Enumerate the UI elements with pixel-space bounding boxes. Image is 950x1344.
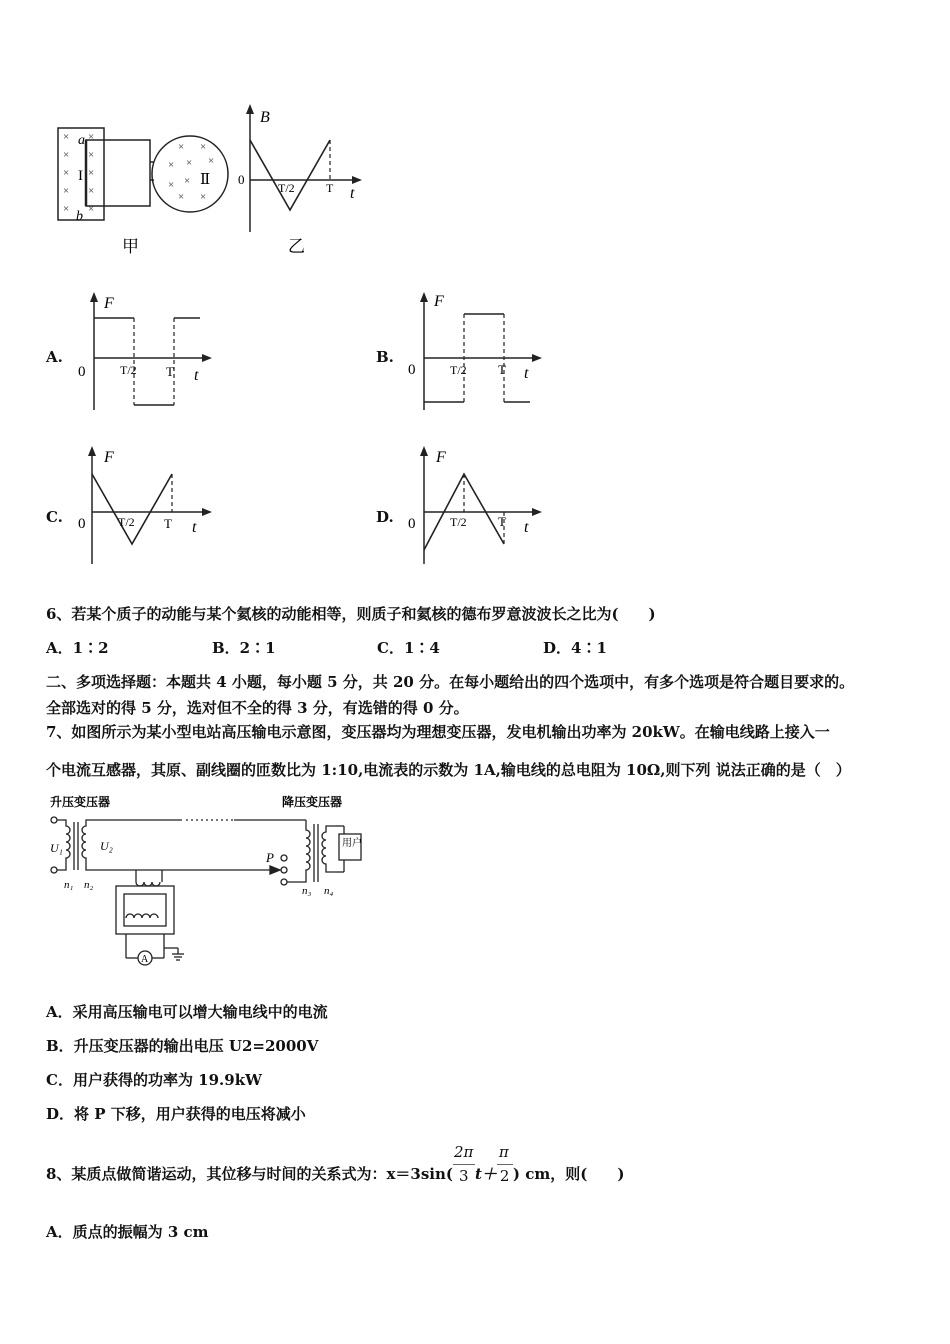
q6-option-D[interactable]: D．4∶1 <box>543 639 607 657</box>
svg-text:×: × <box>88 203 95 215</box>
axis-t-label: t <box>524 519 529 536</box>
axis-t-label: t <box>194 367 199 384</box>
coil-a-label: a <box>78 133 85 148</box>
slider-P-label: P <box>266 850 274 865</box>
section2-heading: 二、多项选择题：本题共 4 小题，每小题 5 分，共 20 分。在每小题给出的四个选项中，有多个选项是符合题目要求的。 <box>46 673 855 691</box>
svg-text:×: × <box>63 203 70 215</box>
step-down-label: 降压变压器 <box>282 795 343 809</box>
origin-label: 0 <box>408 516 416 532</box>
q6-option-A[interactable]: A．1∶2 <box>46 639 109 657</box>
q7-stem-line2: 个电流互感器，其原、副线圈的匝数比为 1:10,电流表的示数为 1A,输电线的总电阻为 10Ω,则下列 说法正确的是（ ） <box>46 761 851 779</box>
section2-note: 全部选对的得 5 分，选对但不全的得 3 分，有选错的得 0 分。 <box>46 699 469 717</box>
figure-jia-yi <box>50 100 370 260</box>
svg-text:×: × <box>88 185 95 197</box>
svg-text:×: × <box>168 159 175 171</box>
svg-text:×: × <box>200 141 207 153</box>
current-transformer <box>116 870 184 965</box>
n3-label: n₃ <box>302 885 312 897</box>
axis-t-label: t <box>524 365 529 382</box>
half-period-label: T/2 <box>120 363 137 377</box>
label-yi: 乙 <box>288 237 305 256</box>
origin-label: 0 <box>78 364 86 380</box>
q8-stem-prefix: 8、某质点做简谐运动，其位移与时间的关系式为：x＝3sin( <box>46 1165 453 1183</box>
period-label: T <box>326 181 334 195</box>
period-label: T <box>166 364 174 379</box>
q8-frac2-num: π <box>498 1143 509 1161</box>
step-up-label: 升压变压器 <box>50 795 111 809</box>
graph-option-A[interactable] <box>76 290 216 415</box>
q8-stem-mid: t＋ <box>474 1165 497 1183</box>
option-C-label[interactable]: C. <box>46 508 63 526</box>
q8-frac1-num: 2π <box>453 1143 474 1161</box>
transmission-lines <box>96 820 306 874</box>
q7-stem-line1: 7、如图所示为某小型电站高压输电示意图，变压器均为理想变压器，发电机输出功率为 20kW。在输电线路上接入一 <box>46 723 830 741</box>
svg-text:×: × <box>63 131 70 143</box>
coil-I-label: I <box>78 168 83 184</box>
q8-fraction-pi-2 <box>497 1143 513 1185</box>
q8-stem-suffix: ) cm，则( ) <box>512 1165 625 1183</box>
axis-B-label: B <box>260 109 270 126</box>
coil-II-label: Ⅱ <box>200 172 211 188</box>
half-period-label: T/2 <box>278 181 295 195</box>
svg-text:×: × <box>63 149 70 161</box>
svg-text:×: × <box>208 155 215 167</box>
origin-label: 0 <box>408 362 416 378</box>
half-period-label: T/2 <box>450 515 467 529</box>
axis-t-label: t <box>350 185 355 202</box>
period-label: T <box>164 516 172 531</box>
q6-stem: 6、若某个质子的动能与某个氦核的动能相等，则质子和氦核的德布罗意波波长之比为( ) <box>46 605 656 623</box>
q7-option-C[interactable]: C．用户获得的功率为 19.9kW <box>46 1071 262 1089</box>
axis-F-label: F <box>104 295 114 312</box>
graph-option-C[interactable] <box>76 444 216 569</box>
svg-text:×: × <box>178 191 185 203</box>
svg-text:×: × <box>168 179 175 191</box>
svg-text:×: × <box>178 141 185 153</box>
period-label: T <box>498 514 506 529</box>
svg-text:×: × <box>88 149 95 161</box>
option-A-label[interactable]: A. <box>46 348 63 366</box>
half-period-label: T/2 <box>450 363 467 377</box>
q8-frac1-den: 3 <box>458 1167 469 1185</box>
axis-t-label: t <box>192 519 197 536</box>
U2-label: U₂ <box>100 839 113 853</box>
period-label: T <box>498 362 506 377</box>
svg-text:×: × <box>88 167 95 179</box>
graph-option-B[interactable] <box>406 290 546 415</box>
n2-label: n₂ <box>84 879 94 891</box>
user-label: 用户 <box>342 838 362 849</box>
axis-F-label: F <box>104 449 114 466</box>
U1-label: U₁ <box>50 841 63 855</box>
axis-F-label: F <box>434 293 444 310</box>
axis-F-label: F <box>436 449 446 466</box>
coil-b-label: b <box>76 209 83 224</box>
option-B-label[interactable]: B. <box>376 348 394 366</box>
svg-text:×: × <box>88 131 95 143</box>
q8-frac2-den: 2 <box>499 1167 510 1185</box>
option-D-label[interactable]: D. <box>376 508 394 526</box>
ammeter-icon: A <box>141 954 149 965</box>
step-down-transformer <box>281 820 361 885</box>
q7-option-A[interactable]: A．采用高压输电可以增大输电线中的电流 <box>46 1003 328 1021</box>
svg-text:×: × <box>63 185 70 197</box>
label-jia: 甲 <box>122 237 139 256</box>
q6-option-C[interactable]: C．1∶4 <box>377 639 440 657</box>
q8-option-A[interactable]: A．质点的振幅为 3 cm <box>46 1223 209 1241</box>
half-period-label: T/2 <box>118 515 135 529</box>
svg-text:×: × <box>200 191 207 203</box>
origin-label: 0 <box>78 516 86 532</box>
n4-label: n₄ <box>324 885 334 897</box>
q8-frac2-bar <box>497 1164 513 1165</box>
svg-text:×: × <box>186 157 193 169</box>
q6-option-B[interactable]: B．2∶1 <box>212 639 276 657</box>
q7-option-B[interactable]: B．升压变压器的输出电压 U2=2000V <box>46 1037 319 1055</box>
q7-option-D[interactable]: D．将 P 下移，用户获得的电压将减小 <box>46 1105 306 1123</box>
q8-frac1-bar <box>453 1164 475 1165</box>
graph-option-D[interactable] <box>406 444 546 569</box>
n1-label: n₁ <box>64 879 74 891</box>
q7-circuit-figure <box>44 790 374 975</box>
origin-label: 0 <box>238 172 245 187</box>
svg-text:×: × <box>63 167 70 179</box>
svg-text:×: × <box>184 175 191 187</box>
